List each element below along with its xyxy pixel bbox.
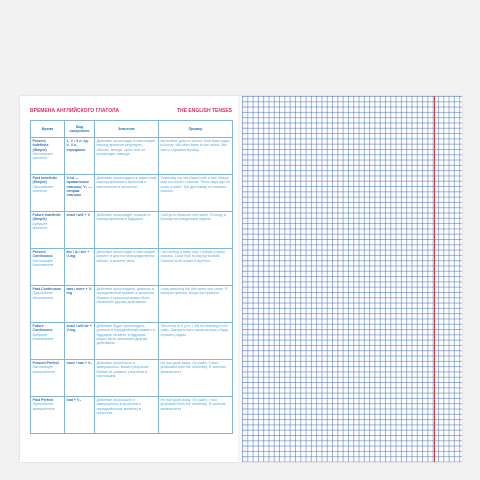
tense-name-ru: Настоящее длительное (32, 258, 54, 267)
form-cell: was / were + V-ing (65, 286, 95, 323)
inside-cover-page (20, 96, 242, 462)
tense-cell (31, 286, 65, 323)
header-title-ru: ВРЕМЕНА АНГЛИЙСКОГО ГЛАГОЛА (30, 108, 120, 114)
example-cell: He had gone away. Он ушёл. I had graduated from the university. Я окончил университет. (159, 397, 233, 434)
form-cell: shall / will be + V-ing (65, 323, 95, 360)
example-cell: I am writing a letter now. Сейчас я пишу письмо. Look! Bob is playing football. Смотри! Боб играет в футбол. (159, 249, 233, 286)
form-cell: had + V₃ (65, 397, 95, 434)
red-margin-line (434, 96, 435, 462)
meaning-cell: Действие происходит в настоящий момент и длится непосредственно сейчас, в момент речи. (95, 249, 159, 286)
tense-name: Past Perfect (32, 398, 54, 402)
example-cell: Tomorrow at 5 p.m. I will be listening to the radio. Завтра в пять часов вечера я буду слушать радио. (159, 323, 233, 360)
tense-cell (31, 397, 65, 434)
form-cell: am / is / are + V-ing (65, 249, 95, 286)
tense-cell (31, 323, 65, 360)
tense-cell (31, 175, 65, 212)
table-header-row (31, 121, 233, 138)
tense-cell (31, 360, 65, 397)
column-header: Время (31, 121, 65, 138)
table-row (31, 397, 233, 434)
table-row (31, 138, 233, 175)
tense-name-ru: Прошедшее простое (32, 184, 54, 193)
example-cell: Yesterday my cat played with a ball. Вчера мой кот играл с мячом. Three days ago he wrote a letter. Три дня назад он написал письмо. (159, 175, 233, 212)
example-cell: I will go to Moscow next week. Я поеду в Москву на следующей неделе. (159, 212, 233, 249)
notebook-spread (20, 96, 462, 462)
form-cell: have / has + V₃ (65, 360, 95, 397)
tense-name-ru: Будущее простое (32, 221, 48, 230)
tense-name: Future Indefinite (Simple) (32, 213, 61, 222)
tenses-table (30, 120, 233, 434)
tense-name-ru: Прошедшее длительное (32, 291, 54, 300)
grid-paper-page (242, 96, 462, 462)
example-cell: He has gone away. Он ушёл. I have graduated from the university. Я окончил университет. (159, 360, 233, 397)
tense-name-ru: Настоящее простое (32, 151, 53, 161)
meaning-cell: Действие произошло и завершилось в прошлом к определённому моменту в прошлом. (95, 397, 159, 434)
meaning-cell: Действие происходило в известный период времени в прошлом и закончилось в прошлом. (95, 175, 159, 212)
table-row (31, 175, 233, 212)
tense-cell (31, 138, 65, 175)
form-cell: V-ed — правильные глаголы; V₂ — неправ. глаголы (65, 175, 95, 212)
tense-name: Future Continuous (32, 324, 53, 333)
meaning-cell: Действие произошло и завершилось. Важен результат. Время не указано, результат в настоящем. (95, 360, 159, 397)
tense-name: Past Continuous (32, 287, 62, 291)
column-header: Пример (159, 121, 233, 138)
example-cell: My brother goes to school. Мой брат ходит в школу. We often listen to the music. Мы часто слушаем музыку. (159, 138, 233, 175)
tense-name-ru: Настоящее завершённое (32, 365, 55, 374)
tense-name: Past Indefinite (Simple) (32, 176, 58, 185)
table-row (31, 286, 233, 323)
header-title-en: THE ENGLISH TENSES (176, 108, 232, 114)
tense-name: Present Indefinite (Simple) (32, 139, 49, 152)
meaning-cell: Действие будет происходить, длиться в определённый момент в будущем. Момент в будущем может быть обозначен другим действием. (95, 323, 159, 360)
page-header (30, 106, 232, 116)
table-row (31, 323, 233, 360)
meaning-cell: Действие происходит в настоящий период времени регулярно, обычно, всегда, часто или не происходит никогда. (95, 138, 159, 175)
example-cell: I was watching the film when she came. Я смотрел фильм, когда она пришла. (159, 286, 233, 323)
form-cell: shall / will + V (65, 212, 95, 249)
tense-name: Present Perfect (32, 361, 59, 365)
table-row (31, 212, 233, 249)
tense-name-ru: Будущее длительное (32, 332, 54, 341)
meaning-cell: Действие произойдёт в какой-то период времени в будущем. (95, 212, 159, 249)
meaning-cell: Действие происходило, длилось в определённый момент в прошлом. Момент в прошлом может быть обозначен другим действием. (95, 286, 159, 323)
notebook-spine (238, 96, 246, 462)
tense-cell (31, 249, 65, 286)
table-row (31, 249, 233, 286)
column-header: Значение (95, 121, 159, 138)
tense-name-ru: Прошедшее завершённое (32, 402, 55, 411)
tense-name: Present Continuous (32, 250, 53, 259)
table-row (31, 360, 233, 397)
tense-cell (31, 212, 65, 249)
form-cell: 1. V • 3 л. ед. ч. V-s, отрицание (65, 138, 95, 175)
column-header: Вид сказуемого (65, 121, 95, 138)
